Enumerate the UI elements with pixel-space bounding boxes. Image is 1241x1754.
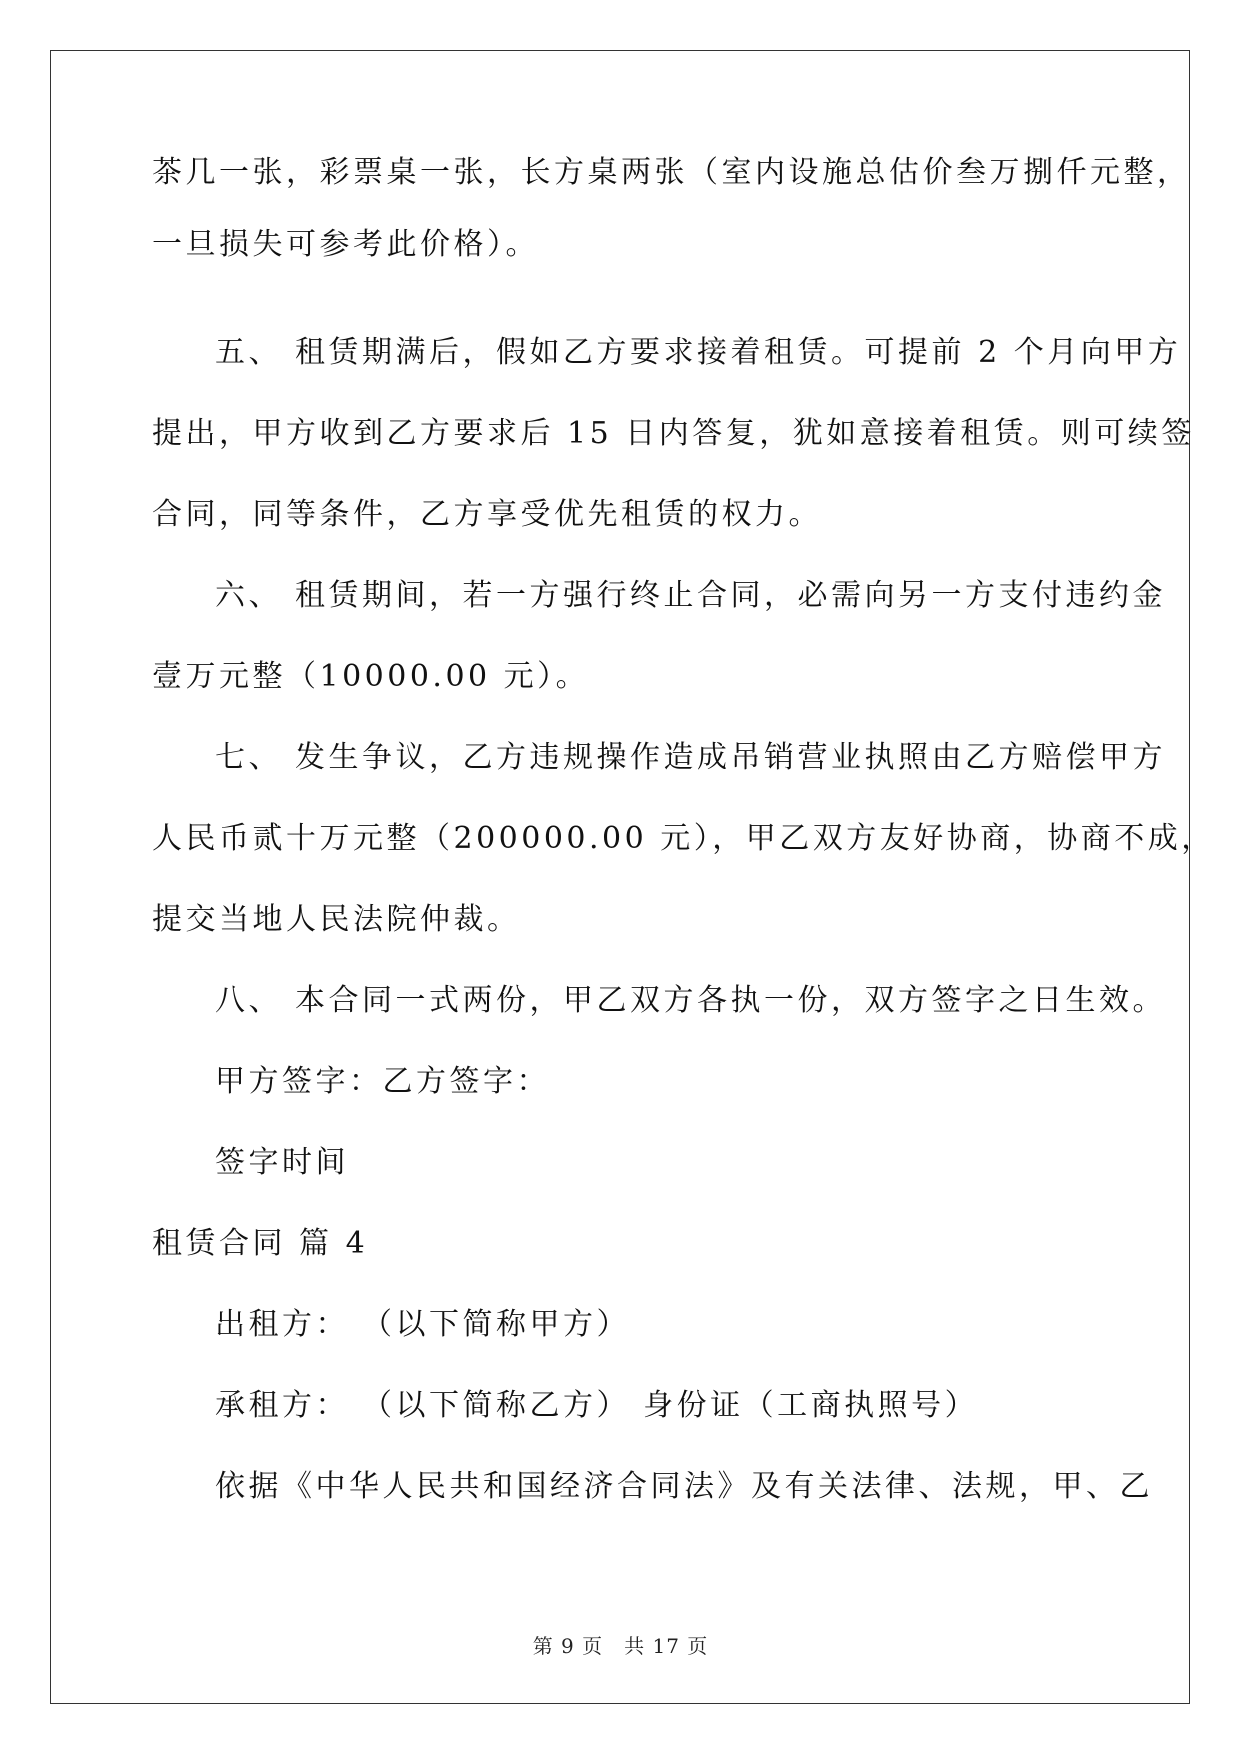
section-heading: 租赁合同 篇 4: [152, 1226, 369, 1261]
lessor-line: 出租方： （以下简称甲方）: [215, 1307, 631, 1342]
signature-line: 甲方签字：乙方签字：: [215, 1064, 550, 1099]
page-number: 第 9 页 共 17 页: [532, 1634, 709, 1658]
body-line: 提出，甲方收到乙方要求后 15 日内答复，犹如意接着租赁。则可续签: [152, 416, 1195, 451]
signature-date-line: 签字时间: [215, 1145, 349, 1180]
body-line: 依据《中华人民共和国经济合同法》及有关法律、法规，甲、乙: [215, 1469, 1153, 1504]
body-line: 一旦损失可参考此价格）。: [152, 227, 539, 262]
page-border: [50, 50, 1190, 1704]
clause-6-line: 六、 租赁期间，若一方强行终止合同，必需向另一方支付违约金: [215, 578, 1167, 613]
body-line: 茶几一张，彩票桌一张，长方桌两张（室内设施总估价叁万捌仟元整，: [152, 155, 1191, 190]
body-line: 壹万元整（10000.00 元）。: [152, 659, 590, 694]
body-line: 合同，同等条件，乙方享受优先租赁的权力。: [152, 497, 822, 532]
clause-8-line: 八、 本合同一式两份，甲乙双方各执一份，双方签字之日生效。: [215, 983, 1167, 1018]
lessee-line: 承租方： （以下简称乙方） 身份证（工商执照号）: [215, 1388, 979, 1423]
body-line: 提交当地人民法院仲裁。: [152, 902, 521, 937]
clause-5-line: 五、 租赁期满后，假如乙方要求接着租赁。可提前 2 个月向甲方: [215, 335, 1182, 370]
body-line: 人民币贰十万元整（200000.00 元），甲乙双方友好协商，协商不成，: [152, 821, 1215, 856]
clause-7-line: 七、 发生争议，乙方违规操作造成吊销营业执照由乙方赔偿甲方: [215, 740, 1167, 775]
